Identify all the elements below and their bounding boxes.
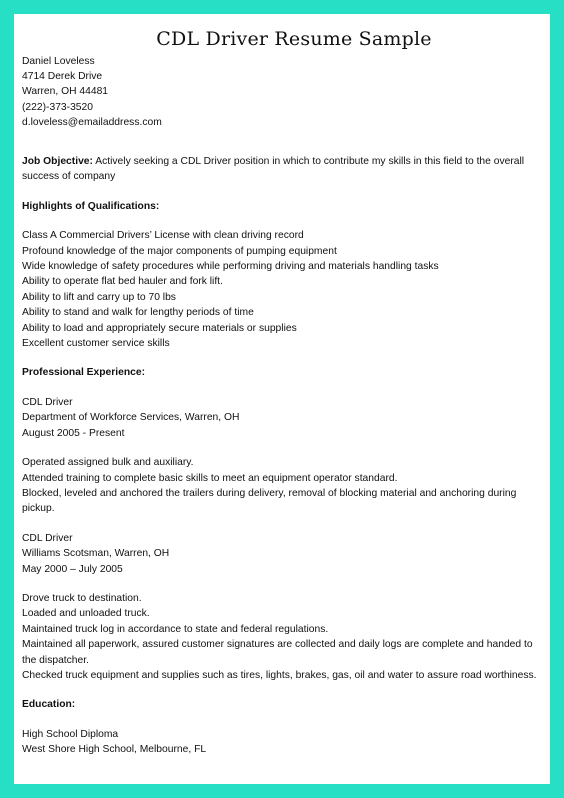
highlights-heading: Highlights of Qualifications: xyxy=(22,200,160,212)
job-duty: Loaded and unloaded truck. xyxy=(22,608,150,620)
job-duty: Attended training to complete basic skills to meet an equipment operator standard. xyxy=(22,472,398,484)
job-duty: Operated assigned bulk and auxiliary. xyxy=(22,457,194,469)
resume-document xyxy=(22,28,546,758)
job-dates: August 2005 - Present xyxy=(22,427,125,439)
contact-name: Daniel Loveless xyxy=(22,56,95,67)
job-employer: Department of Workforce Services, Warren, OH xyxy=(22,412,240,424)
job-duty: Maintained truck log in accordance to state and federal regulations. xyxy=(22,623,329,635)
job-duty: Drove truck to destination. xyxy=(22,592,142,604)
job-duty: Checked truck equipment and supplies such as tires, lights, brakes, gas, oil and water to assure road worthiness. xyxy=(22,669,537,681)
list-item: Wide knowledge of safety procedures while performing driving and materials handling tasks xyxy=(22,261,439,273)
contact-block xyxy=(22,54,546,130)
job-title: CDL Driver xyxy=(22,532,73,544)
experience-heading: Professional Experience: xyxy=(22,367,146,379)
list-item: Ability to operate flat bed hauler and fork lift. xyxy=(22,276,223,288)
list-item: Ability to stand and walk for lengthy periods of time xyxy=(22,307,254,319)
job-entry-1 xyxy=(22,395,546,517)
list-item: Profound knowledge of the major components of pumping equipment xyxy=(22,245,337,257)
objective-section xyxy=(22,154,546,185)
contact-phone: (222)-373-3520 xyxy=(22,101,93,113)
job-entry-2 xyxy=(22,531,546,684)
job-duty: Maintained all paperwork, assured customer signatures are collected and daily logs are complete and handed to the dispatcher. xyxy=(22,639,533,666)
job-title: CDL Driver xyxy=(22,396,73,408)
education-degree: High School Diploma xyxy=(22,728,119,740)
objective-label: Job Objective: xyxy=(22,156,93,168)
page-title: CDL Driver Resume Sample xyxy=(156,28,432,50)
list-item: Excellent customer service skills xyxy=(22,338,170,350)
job-dates: May 2000 – July 2005 xyxy=(22,563,123,575)
contact-city: Warren, OH 44481 xyxy=(22,86,109,98)
list-item: Class A Commercial Drivers’ License with clean driving record xyxy=(22,230,304,242)
job-employer: Williams Scotsman, Warren, OH xyxy=(22,548,170,560)
objective-text: Actively seeking a CDL Driver position in which to contribute my skills in this field to the overall success of company xyxy=(22,156,525,183)
list-item: Ability to lift and carry up to 70 lbs xyxy=(22,291,176,303)
education-heading: Education: xyxy=(22,699,76,711)
list-item: Ability to load and appropriately secure materials or supplies xyxy=(22,322,297,334)
job-duty: Blocked, leveled and anchored the trailers during delivery, removal of blocking material and anchoring during pickup. xyxy=(22,487,517,515)
contact-email: d.loveless@emailaddress.com xyxy=(22,116,162,128)
highlights-list xyxy=(22,228,546,351)
education-school: West Shore High School, Melbourne, FL xyxy=(22,744,207,756)
contact-street: 4714 Derek Drive xyxy=(22,71,103,83)
